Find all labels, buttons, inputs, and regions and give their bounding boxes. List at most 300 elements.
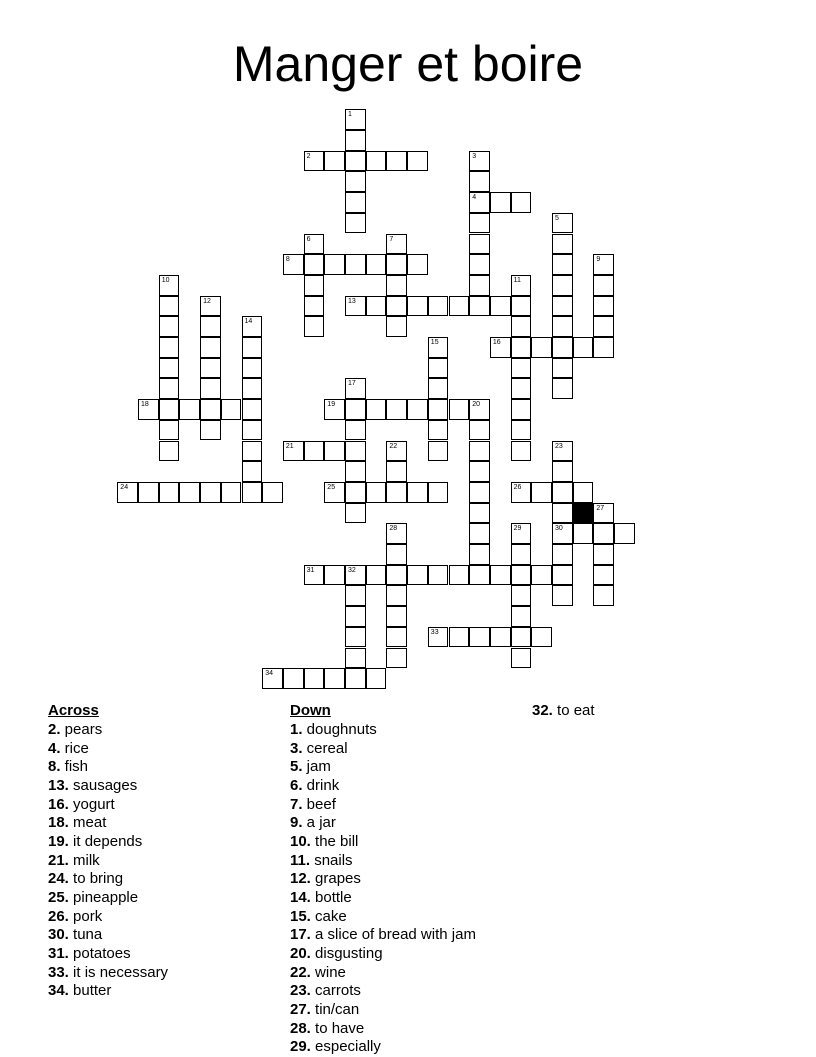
grid-cell[interactable] [304, 234, 325, 255]
clue-text: it depends [68, 833, 143, 850]
grid-cell[interactable] [221, 399, 242, 420]
clue-item [290, 777, 476, 794]
grid-cell[interactable] [428, 399, 449, 420]
grid-cell[interactable] [469, 565, 490, 586]
grid-cell[interactable] [345, 399, 366, 420]
grid-cell[interactable] [366, 151, 387, 172]
grid-cell[interactable] [469, 151, 490, 172]
clue-text: doughnuts [302, 721, 377, 738]
grid-cell[interactable] [428, 337, 449, 358]
grid-cell[interactable] [407, 565, 428, 586]
grid-cell[interactable] [159, 275, 180, 296]
grid-cell[interactable] [345, 213, 366, 234]
grid-cell[interactable] [386, 606, 407, 627]
clue-item [290, 814, 476, 831]
clue-number: 22. [290, 963, 311, 981]
grid-cell[interactable] [407, 399, 428, 420]
grid-cell[interactable] [345, 130, 366, 151]
clue-item [290, 1020, 476, 1037]
cell-number: 9 [596, 256, 601, 264]
clue-number: 30. [48, 926, 69, 943]
grid-cell[interactable] [593, 503, 614, 524]
grid-cell[interactable] [428, 565, 449, 586]
grid-cell[interactable] [469, 254, 490, 275]
grid-cell[interactable] [262, 482, 283, 503]
grid-cell[interactable] [573, 482, 594, 503]
grid-cell[interactable] [552, 275, 573, 296]
grid-cell[interactable] [469, 503, 490, 524]
clue-number: 12. [290, 870, 311, 887]
grid-cell[interactable] [179, 482, 200, 503]
clue-number: 33. [48, 963, 69, 981]
grid-cell[interactable] [593, 316, 614, 337]
grid-cell[interactable] [490, 337, 511, 358]
clue-number: 25. [48, 889, 69, 906]
grid-cell[interactable] [469, 192, 490, 213]
grid-cell[interactable] [345, 296, 366, 317]
grid-cell[interactable] [304, 441, 325, 462]
cell-number: 25 [327, 483, 336, 491]
grid-cell[interactable] [386, 585, 407, 606]
grid-cell[interactable] [469, 296, 490, 317]
grid-cell[interactable] [345, 171, 366, 192]
clue-item [290, 852, 476, 869]
grid-cell[interactable] [469, 627, 490, 648]
grid-cell[interactable] [593, 544, 614, 565]
grid-cell[interactable] [283, 441, 304, 462]
grid-cell[interactable] [366, 565, 387, 586]
grid-cell[interactable] [200, 482, 221, 503]
clue-number: 13. [48, 777, 69, 794]
cell-number: 32 [348, 566, 356, 574]
grid-cell[interactable] [200, 358, 221, 379]
grid-cell[interactable] [304, 316, 325, 337]
grid-cell[interactable] [345, 585, 366, 606]
clue-number: 20. [290, 945, 311, 962]
grid-cell[interactable] [469, 234, 490, 255]
grid-cell[interactable] [511, 296, 532, 317]
clue-text: the bill [310, 833, 359, 850]
grid-cell[interactable] [304, 151, 325, 172]
grid-cell[interactable] [345, 378, 366, 399]
grid-cell[interactable] [593, 296, 614, 317]
grid-cell[interactable] [511, 316, 532, 337]
grid-cell[interactable] [366, 482, 387, 503]
grid-cell[interactable] [159, 378, 180, 399]
clue-number: 19. [48, 833, 69, 850]
cell-number: 11 [513, 276, 521, 284]
grid-cell[interactable] [304, 254, 325, 275]
grid-cell[interactable] [386, 441, 407, 462]
grid-cell[interactable] [428, 627, 449, 648]
grid-cell[interactable] [407, 151, 428, 172]
grid-cell[interactable] [511, 648, 532, 669]
grid-cell[interactable] [552, 503, 573, 524]
grid-cell[interactable] [200, 296, 221, 317]
clue-item [290, 721, 476, 738]
clue-item [48, 908, 168, 925]
grid-cell[interactable] [573, 523, 594, 544]
grid-cell[interactable] [511, 192, 532, 213]
clue-item [290, 908, 476, 925]
clue-text: especially [310, 1038, 381, 1055]
grid-cell[interactable] [324, 668, 345, 689]
clue-number: 34. [48, 982, 69, 999]
grid-cell[interactable] [511, 523, 532, 544]
grid-cell[interactable] [345, 151, 366, 172]
clue-number: 3. [290, 739, 303, 757]
clue-item [532, 702, 595, 719]
cell-number: 3 [472, 152, 477, 160]
clue-item [290, 1038, 476, 1055]
grid-cell[interactable] [345, 192, 366, 213]
grid-cell[interactable] [324, 151, 345, 172]
grid-cell[interactable] [242, 316, 263, 337]
grid-cell[interactable] [614, 523, 635, 544]
grid-cell[interactable] [345, 648, 366, 669]
grid-cell[interactable] [573, 337, 594, 358]
grid-cell[interactable] [428, 358, 449, 379]
grid-cell[interactable] [345, 109, 366, 130]
grid-cell[interactable] [386, 544, 407, 565]
grid-cell[interactable] [345, 441, 366, 462]
clue-text: to have [310, 1019, 365, 1037]
grid-cell[interactable] [511, 420, 532, 441]
clue-text: pears [60, 721, 103, 738]
grid-cell[interactable] [469, 275, 490, 296]
clue-text: a jar [302, 814, 336, 831]
clue-number: 14. [290, 889, 311, 906]
clue-text: fish [60, 758, 89, 775]
grid-cell[interactable] [386, 254, 407, 275]
cell-number: 30 [555, 525, 563, 533]
clue-text: tin/can [310, 1001, 360, 1018]
clue-item [48, 721, 168, 738]
grid-cell[interactable] [552, 254, 573, 275]
clue-item [290, 758, 476, 775]
grid-cell[interactable] [490, 627, 511, 648]
clue-item [290, 889, 476, 906]
clue-text: beef [302, 795, 336, 813]
grid-cell[interactable] [386, 565, 407, 586]
clue-number: 5. [290, 758, 303, 775]
grid-cell[interactable] [366, 399, 387, 420]
across-heading: Across [48, 702, 99, 719]
cell-number: 28 [389, 525, 398, 533]
grid-cell[interactable] [511, 358, 532, 379]
clue-item [290, 964, 476, 981]
clue-text: potatoes [68, 945, 131, 962]
grid-cell[interactable] [200, 316, 221, 337]
grid-cell[interactable] [324, 482, 345, 503]
down-heading: Down [290, 702, 331, 719]
clue-text: rice [60, 739, 89, 757]
clue-item [290, 945, 476, 962]
grid-cell[interactable] [386, 482, 407, 503]
grid-cell[interactable] [428, 441, 449, 462]
clue-text: pineapple [68, 889, 139, 906]
cell-number: 16 [492, 339, 501, 346]
grid-cell[interactable] [511, 378, 532, 399]
grid-cell[interactable] [531, 565, 552, 586]
grid-cell[interactable] [345, 482, 366, 503]
grid-cell[interactable] [386, 399, 407, 420]
grid-cell[interactable] [552, 544, 573, 565]
grid-cell[interactable] [200, 378, 221, 399]
grid-cell[interactable] [345, 461, 366, 482]
cell-number: 13 [348, 297, 356, 305]
grid-cell[interactable] [159, 482, 180, 503]
cell-number: 21 [285, 442, 294, 450]
grid-cell[interactable] [490, 192, 511, 213]
grid-cell[interactable] [449, 399, 470, 420]
clue-number: 15. [290, 907, 311, 925]
grid-cell[interactable] [407, 482, 428, 503]
grid-cell[interactable] [552, 565, 573, 586]
clue-number: 26. [48, 907, 69, 925]
grid-cell[interactable] [490, 296, 511, 317]
grid-cell[interactable] [345, 668, 366, 689]
grid-cell[interactable] [511, 337, 532, 358]
grid-cell[interactable] [159, 358, 180, 379]
clue-number: 32. [532, 702, 553, 719]
grid-cell[interactable] [304, 565, 325, 586]
grid-cell[interactable] [304, 668, 325, 689]
clue-text: to eat [552, 702, 595, 719]
grid-cell[interactable] [345, 503, 366, 524]
grid-cell[interactable] [304, 296, 325, 317]
grid-cell[interactable] [283, 668, 304, 689]
grid-cell[interactable] [345, 606, 366, 627]
grid-cell[interactable] [552, 461, 573, 482]
cell-number: 24 [120, 483, 129, 491]
grid-cell[interactable] [552, 585, 573, 606]
grid-cell[interactable] [511, 275, 532, 296]
cell-number: 8 [285, 256, 290, 264]
grid-cell[interactable] [345, 565, 366, 586]
clue-item [48, 982, 168, 999]
clue-item [48, 814, 168, 831]
grid-cell[interactable] [469, 482, 490, 503]
clue-number: 1. [290, 721, 303, 738]
grid-cell[interactable] [200, 337, 221, 358]
clue-item [290, 870, 476, 887]
grid-cell[interactable] [469, 544, 490, 565]
grid-cell[interactable] [159, 296, 180, 317]
grid-cell[interactable] [407, 254, 428, 275]
grid-cell[interactable] [242, 399, 263, 420]
grid-cell[interactable] [324, 254, 345, 275]
grid-cell[interactable] [552, 441, 573, 462]
clue-text: sausages [68, 777, 138, 794]
grid-cell[interactable] [552, 296, 573, 317]
grid-cell[interactable] [242, 337, 263, 358]
clue-number: 28. [290, 1019, 311, 1037]
grid-cell[interactable] [449, 565, 470, 586]
cell-number: 26 [513, 483, 522, 491]
grid-cell[interactable] [552, 316, 573, 337]
cell-number: 6 [306, 235, 311, 243]
clue-item [48, 852, 168, 869]
grid-cell[interactable] [159, 420, 180, 441]
grid-cell[interactable] [386, 316, 407, 337]
clue-number: 6. [290, 777, 303, 794]
grid-cell[interactable] [552, 482, 573, 503]
grid-cell[interactable] [449, 627, 470, 648]
clue-number: 7. [290, 795, 303, 813]
grid-cell[interactable] [511, 627, 532, 648]
clue-text: meat [68, 814, 107, 831]
cell-number: 29 [513, 525, 522, 533]
clue-text: grapes [310, 870, 361, 887]
grid-cell[interactable] [428, 482, 449, 503]
grid-cell[interactable] [117, 482, 138, 503]
grid-cell[interactable] [138, 482, 159, 503]
grid-cell[interactable] [366, 296, 387, 317]
grid-cell[interactable] [511, 544, 532, 565]
grid-cell[interactable] [552, 234, 573, 255]
grid-cell[interactable] [511, 585, 532, 606]
grid-cell[interactable] [469, 441, 490, 462]
grid-cell[interactable] [511, 482, 532, 503]
clue-text: yogurt [68, 795, 115, 813]
grid-cell[interactable] [345, 627, 366, 648]
grid-cell[interactable] [469, 399, 490, 420]
grid-cell[interactable] [469, 523, 490, 544]
grid-cell[interactable] [159, 337, 180, 358]
grid-cell[interactable] [242, 482, 263, 503]
grid-cell[interactable] [511, 565, 532, 586]
grid-cell[interactable] [242, 378, 263, 399]
grid-cell[interactable] [386, 648, 407, 669]
grid-cell[interactable] [386, 461, 407, 482]
clue-number: 2. [48, 721, 61, 738]
grid-cell[interactable] [138, 399, 159, 420]
grid-cell[interactable] [304, 275, 325, 296]
clue-item [290, 926, 476, 943]
grid-cell[interactable] [366, 254, 387, 275]
grid-cell[interactable] [386, 234, 407, 255]
grid-cell[interactable] [159, 441, 180, 462]
clue-item [290, 1001, 476, 1018]
grid-cell[interactable] [386, 275, 407, 296]
grid-cell[interactable] [428, 420, 449, 441]
grid-cell[interactable] [386, 523, 407, 544]
grid-cell[interactable] [345, 254, 366, 275]
grid-cell[interactable] [552, 523, 573, 544]
clue-text: cake [310, 907, 347, 925]
clue-item [48, 964, 168, 981]
grid-cell[interactable] [262, 668, 283, 689]
grid-cell[interactable] [469, 171, 490, 192]
grid-cell[interactable] [511, 441, 532, 462]
cell-number: 2 [306, 152, 311, 160]
cell-number: 14 [244, 318, 253, 326]
cell-number: 31 [306, 566, 315, 574]
cell-number: 20 [472, 401, 480, 409]
grid-cell[interactable] [552, 213, 573, 234]
clue-item [48, 758, 168, 775]
grid-cell[interactable] [593, 523, 614, 544]
grid-cell[interactable] [531, 337, 552, 358]
clue-text: to bring [68, 870, 124, 887]
grid-cell[interactable] [242, 420, 263, 441]
grid-cell[interactable] [324, 399, 345, 420]
grid-cell[interactable] [386, 296, 407, 317]
grid-cell[interactable] [386, 151, 407, 172]
clue-number: 16. [48, 795, 69, 813]
grid-cell[interactable] [593, 585, 614, 606]
grid-cell[interactable] [511, 399, 532, 420]
grid-cell[interactable] [324, 441, 345, 462]
clue-number: 4. [48, 739, 61, 757]
grid-cell[interactable] [366, 668, 387, 689]
grid-cell[interactable] [221, 482, 242, 503]
cell-number: 4 [472, 194, 477, 202]
clue-item [48, 833, 168, 850]
grid-cell[interactable] [324, 565, 345, 586]
clue-number: 29. [290, 1038, 311, 1055]
grid-cell[interactable] [531, 482, 552, 503]
black-cell [573, 503, 594, 524]
grid-cell[interactable] [345, 420, 366, 441]
grid-cell[interactable] [531, 627, 552, 648]
clue-number: 11. [290, 851, 311, 869]
grid-cell[interactable] [490, 565, 511, 586]
grid-cell[interactable] [242, 441, 263, 462]
clue-column-3 [532, 702, 595, 721]
grid-cell[interactable] [449, 296, 470, 317]
grid-cell[interactable] [469, 420, 490, 441]
clue-text: butter [68, 982, 112, 999]
grid-cell[interactable] [593, 254, 614, 275]
clue-item [48, 870, 168, 887]
grid-cell[interactable] [407, 296, 428, 317]
grid-cell[interactable] [593, 565, 614, 586]
grid-cell[interactable] [428, 296, 449, 317]
grid-cell[interactable] [469, 461, 490, 482]
clue-number: 18. [48, 814, 69, 831]
cell-number: 15 [430, 339, 439, 346]
grid-cell[interactable] [179, 399, 200, 420]
grid-cell[interactable] [552, 337, 573, 358]
grid-cell[interactable] [200, 420, 221, 441]
grid-cell[interactable] [242, 358, 263, 379]
grid-cell[interactable] [386, 627, 407, 648]
cell-number: 17 [348, 380, 356, 388]
grid-cell[interactable] [469, 213, 490, 234]
clue-text: jam [302, 758, 331, 775]
grid-cell[interactable] [159, 399, 180, 420]
clue-text: milk [68, 851, 100, 869]
grid-cell[interactable] [159, 316, 180, 337]
cell-number: 5 [555, 214, 559, 222]
grid-cell[interactable] [511, 606, 532, 627]
clue-number: 9. [290, 814, 303, 831]
grid-cell[interactable] [242, 461, 263, 482]
clue-text: a slice of bread with jam [310, 926, 476, 943]
clue-number: 31. [48, 945, 69, 962]
clue-item [290, 740, 476, 757]
grid-cell[interactable] [200, 399, 221, 420]
grid-cell[interactable] [593, 337, 614, 358]
grid-cell[interactable] [593, 275, 614, 296]
grid-cell[interactable] [428, 378, 449, 399]
grid-cell[interactable] [283, 254, 304, 275]
grid-cell[interactable] [552, 358, 573, 379]
clue-text: pork [68, 907, 103, 925]
grid-cell[interactable] [552, 378, 573, 399]
